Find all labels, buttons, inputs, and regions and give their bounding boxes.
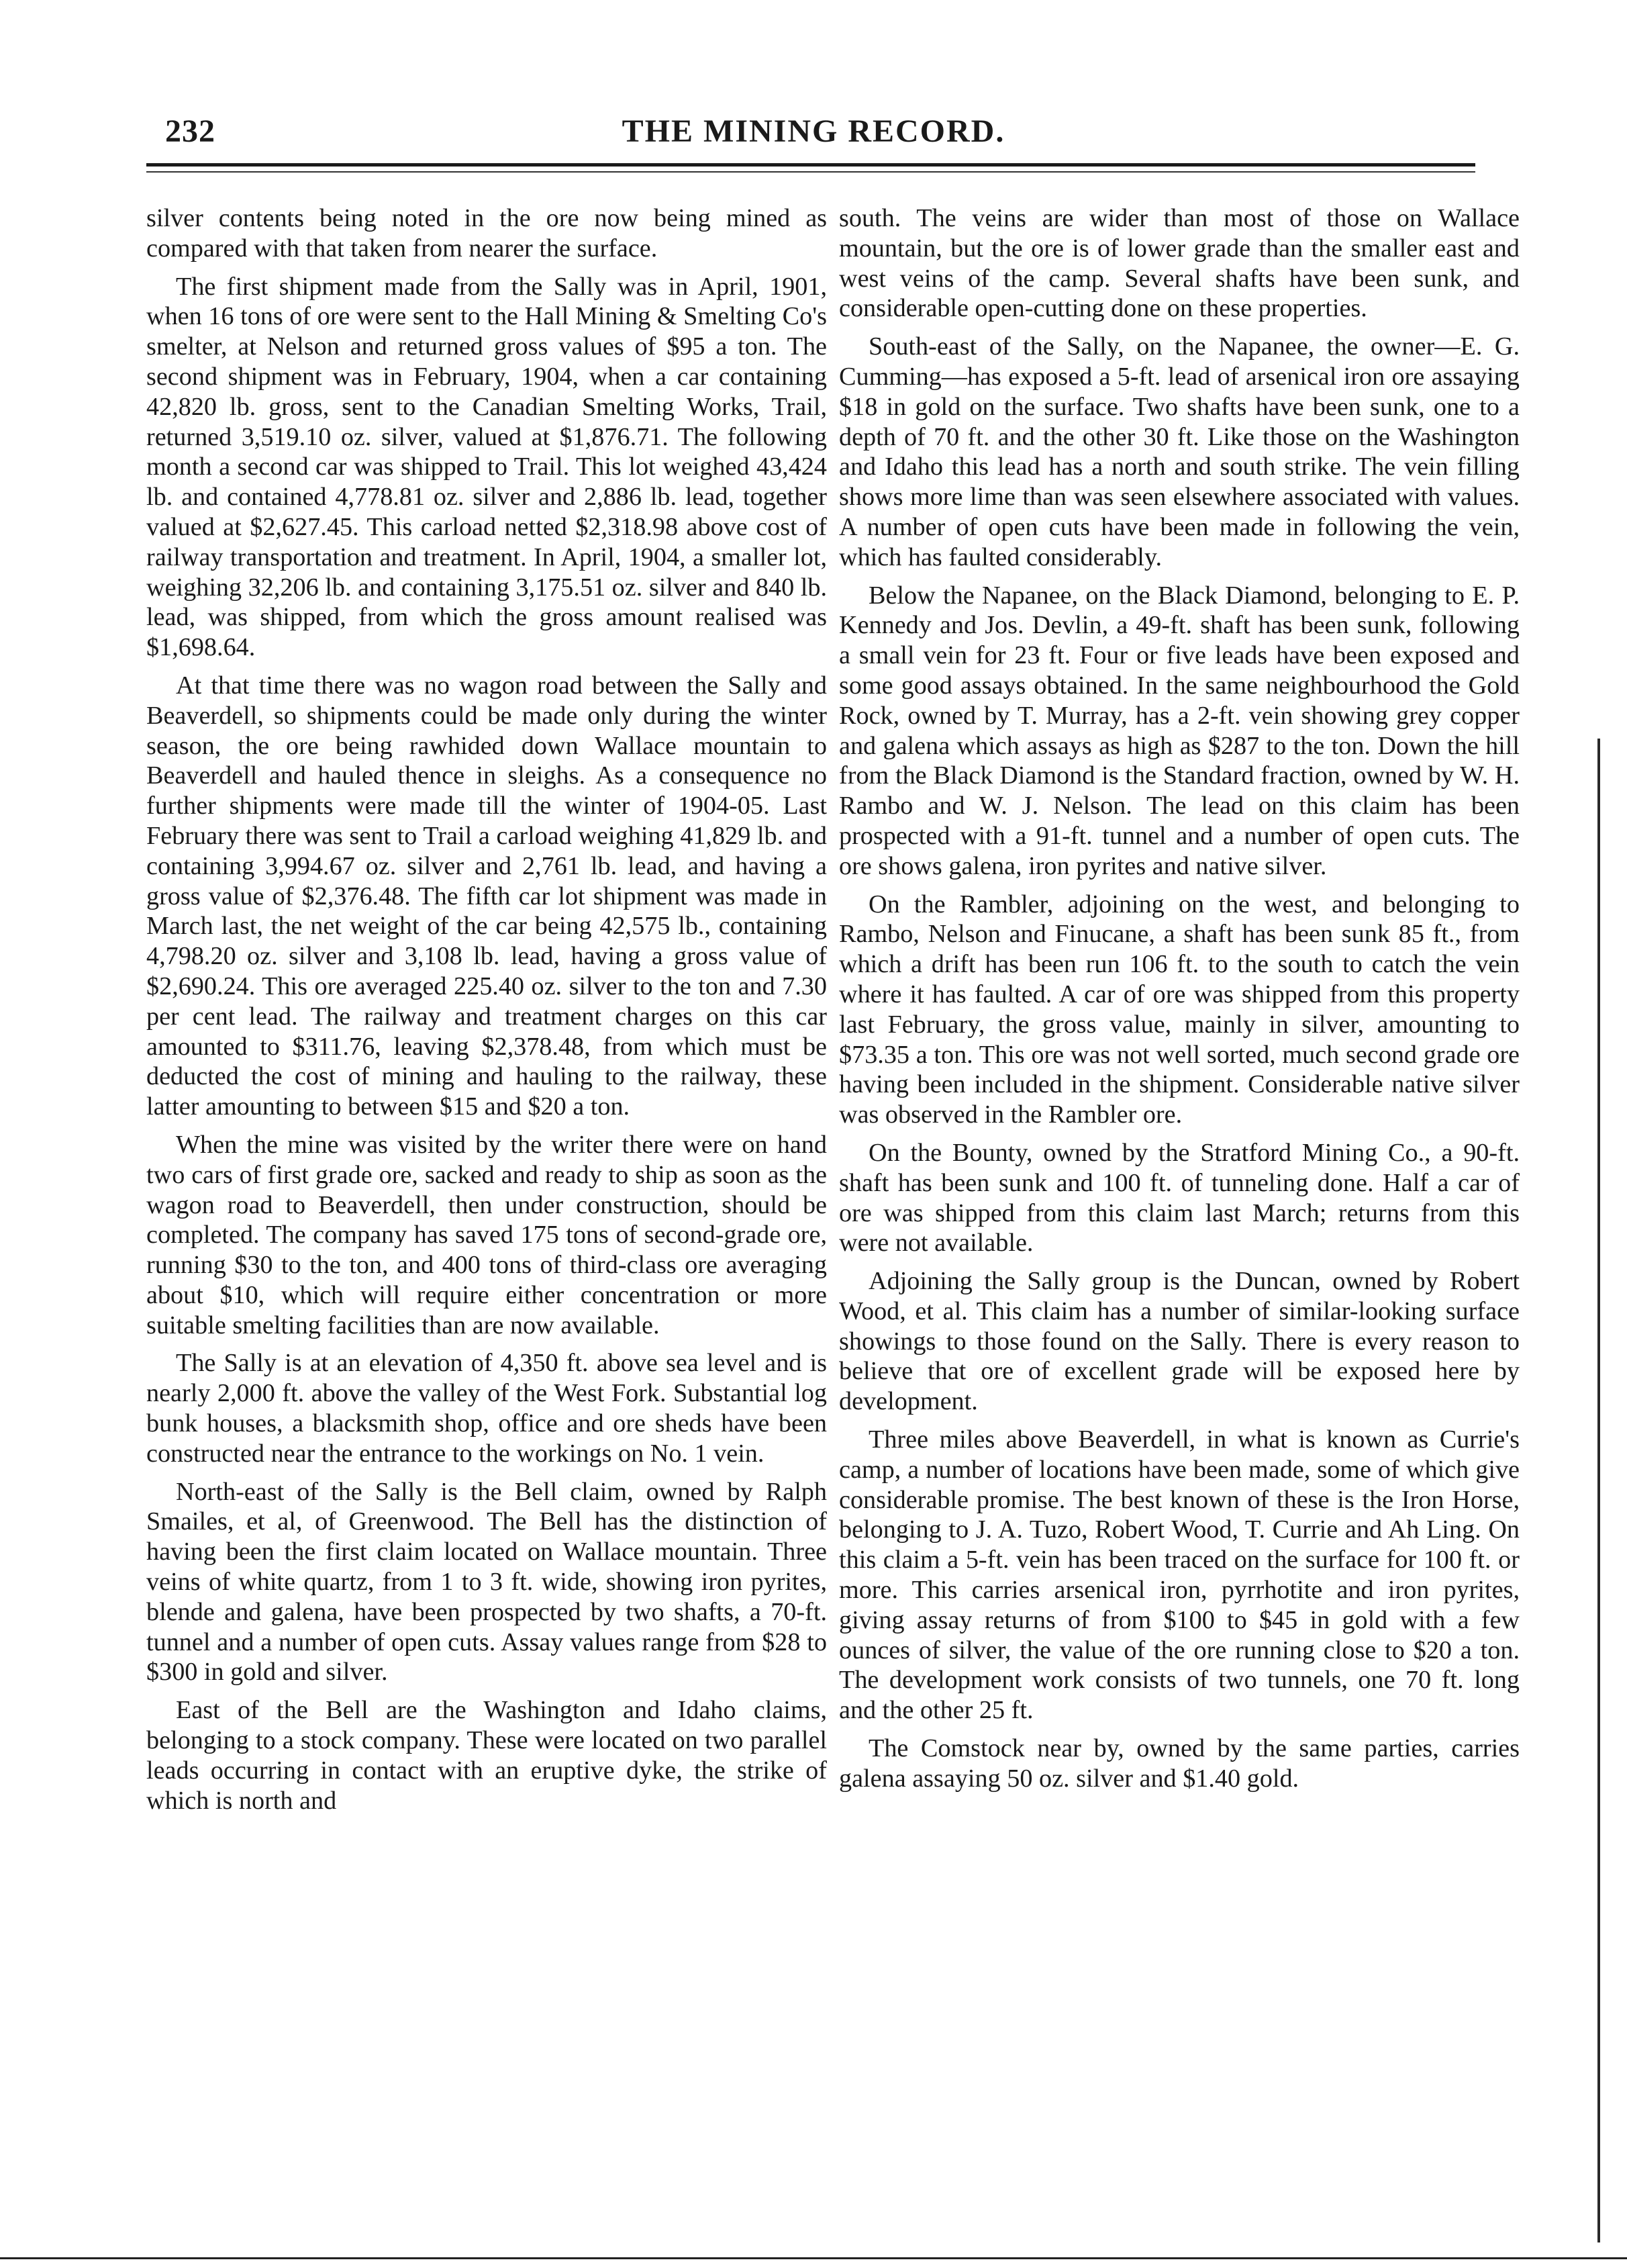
paragraph: Adjoining the Sally group is the Duncan, owned by Robert Wood, et al. This claim has a number of similar-looking surface showings to those found on the Sally. There is every reason to believe that ore of excellent grade will be exposed here by development. <box>839 1267 1520 1416</box>
paragraph: South-east of the Sally, on the Napanee, the owner—E. G. Cumming—has exposed a 5-ft. lead of arsenical iron ore assaying $18 in gold on the surface. Two shafts have been sunk, one to a depth of 70 ft. and the other 30 ft. Like those on the Washington and Idaho this lead has a north and south strike. The vein filling shows more lime than was seen elsewhere associated with values. A number of open cuts have been made in following the vein, which has faulted considerably. <box>839 332 1520 571</box>
paragraph: North-east of the Sally is the Bell claim, owned by Ralph Smailes, et al, of Greenwood. The Bell has the distinction of having been the first claim located on Wallace mountain. Three veins of white quartz, from 1 to 3 ft. wide, showing iron pyrites, blende and galena, have been prospected by two shafts, a 70-ft. tunnel and a number of open cuts. Assay values range from $28 to $300 in gold and silver. <box>146 1477 827 1687</box>
header-rule <box>146 163 1475 167</box>
paragraph: Three miles above Beaverdell, in what is known as Currie's camp, a number of locations have been made, some of which give considerable promise. The best known of these is the Iron Horse, belonging to J. A. Tuzo, Robert Wood, T. Currie and Ah Ling. On this claim a 5-ft. vein has been traced on the surface for 100 ft. or more. This carries arsenical iron, pyrrhotite and iron pyrites, giving assay returns of from $100 to $45 in gold with a few ounces of silver, the value of the ore running close to $20 a ton. The development work consists of two tunnels, one 70 ft. long and the other 25 ft. <box>839 1425 1520 1725</box>
paragraph: East of the Bell are the Washington and Idaho claims, belonging to a stock company. These were located on two parallel leads occurring in contact with an eruptive dyke, the strike of which is north and <box>146 1696 827 1815</box>
paragraph: silver contents being noted in the ore now being mined as compared with that taken from nearer the surface. <box>146 204 827 263</box>
paragraph: The Comstock near by, owned by the same parties, carries galena assaying 50 oz. silver and $1.40 gold. <box>839 1734 1520 1793</box>
right-column <box>839 203 1520 1802</box>
running-title: THE MINING RECORD. <box>622 113 1005 149</box>
paragraph: On the Bounty, owned by the Stratford Mining Co., a 90-ft. shaft has been sunk and 100 ft. of tunneling done. Half a car of ore was shipped from this claim last March; returns from this were not available. <box>839 1138 1520 1258</box>
paragraph: The Sally is at an elevation of 4,350 ft. above sea level and is nearly 2,000 ft. above the valley of the West Fork. Substantial log bunk houses, a blacksmith shop, office and ore sheds have been constructed near the entrance to the workings on No. 1 vein. <box>146 1349 827 1468</box>
binding-edge <box>1597 739 1600 2242</box>
paragraph: Below the Napanee, on the Black Diamond, belonging to E. P. Kennedy and Jos. Devlin, a 49-ft. shaft has been sunk, following a small vein for 23 ft. Four or five leads have been exposed and some good assays obtained. In the same neighbourhood the Gold Rock, owned by T. Murray, has a 2-ft. vein showing grey copper and galena which assays as high as $287 to the ton. Down the hill from the Black Diamond is the Standard fraction, owned by W. H. Rambo and W. J. Nelson. The lead on this claim has been prospected with a 91-ft. tunnel and a number of open cuts. The ore shows galena, iron pyrites and native silver. <box>839 581 1520 880</box>
header-rule-thin <box>146 171 1475 173</box>
page-number: 232 <box>165 113 215 149</box>
paragraph: The first shipment made from the Sally was in April, 1901, when 16 tons of ore were sent to the Hall Mining & Smelting Co's smelter, at Nelson and returned gross values of $95 a ton. The second shipment was in February, 1904, when a car containing 42,820 lb. gross, sent to the Canadian Smelting Works, Trail, returned 3,519.10 oz. silver, valued at $1,876.71. The following month a second car was shipped to Trail. This lot weighed 43,424 lb. and contained 4,778.81 oz. silver and 2,886 lb. lead, together valued at $2,627.45. This carload netted $2,318.98 above cost of railway transportation and treatment. In April, 1904, a smaller lot, weighing 32,206 lb. and containing 3,175.51 oz. silver and 840 lb. lead, was shipped, from which the gross amount realised was $1,698.64. <box>146 272 827 662</box>
left-column <box>146 203 827 1824</box>
paragraph: At that time there was no wagon road between the Sally and Beaverdell, so shipments could be made only during the winter season, the ore being rawhided down Wallace mountain to Beaverdell and hauled thence in sleighs. As a consequence no further shipments were made till the winter of 1904-05. Last February there was sent to Trail a carload weighing 41,829 lb. and containing 3,994.67 oz. silver and 2,761 lb. lead, and having a gross value of $2,376.48. The fifth car lot shipment was made in March last, the net weight of the car being 42,575 lb., containing 4,798.20 oz. silver and 3,108 lb. lead, having a gross value of $2,690.24. This ore averaged 225.40 oz. silver to the ton and 7.30 per cent lead. The railway and treatment charges on this car amounted to $311.76, leaving $2,378.48, from which must be deducted the cost of mining and hauling to the railway, these latter amounting to between $15 and $20 a ton. <box>146 671 827 1121</box>
paragraph: south. The veins are wider than most of those on Wallace mountain, but the ore is of lower grade than the smaller east and west veins of the camp. Several shafts have been sunk, and considerable open-cutting done on these properties. <box>839 204 1520 323</box>
paragraph: On the Rambler, adjoining on the west, and belonging to Rambo, Nelson and Finucane, a shaft has been sunk 85 ft., from which a drift has been run 106 ft. to the south to catch the vein where it has faulted. A car of ore was shipped from this property last February, the gross value, mainly in silver, amounting to $73.35 a ton. This ore was not well sorted, much second grade ore having been included in the shipment. Considerable native silver was observed in the Rambler ore. <box>839 890 1520 1129</box>
footer-rule <box>0 2257 1627 2259</box>
paragraph: When the mine was visited by the writer there were on hand two cars of first grade ore, sacked and ready to ship as soon as the wagon road to Beaverdell, then under construction, should be completed. The company has saved 175 tons of second-grade ore, running $30 to the ton, and 400 tons of third-class ore averaging about $10, which will require either concentration or more suitable smelting facilities than are now available. <box>146 1130 827 1339</box>
